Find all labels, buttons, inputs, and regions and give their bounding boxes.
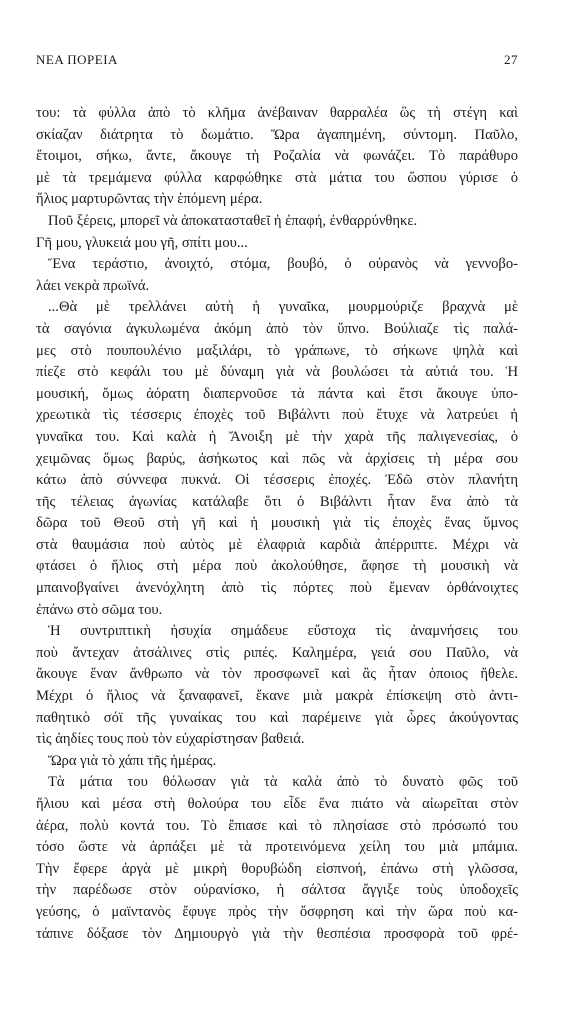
text-line: χρεωτικὰ τὶς τέσσερις ἐποχὲς τοῦ Βιβάλντι ποὺ ἔτυχε νὰ λατρεύει ἡ xyxy=(36,407,518,424)
text-line: σκίαζαν διάτρητα τὸ δωμάτιο. Ὥρα ἀγαπημένη, σύντομη. Παῦλο, xyxy=(36,126,518,143)
text-line: τὶς ἀηδίες τους ποὺ τὸν εὐχαρίστησαν βαθειά. xyxy=(36,731,305,748)
text-line: Τὴν ἔφερε ἀργὰ μὲ μικρὴ θορυβώδη εἰσπνοή, ἐπάνω στὴ γλῶσσα, xyxy=(36,860,518,877)
running-title: ΝΕΑ ΠΟΡΕΙΑ xyxy=(36,52,118,67)
text-line: ἄκουγε ἕναν ἄνθρωπο νὰ τὸν προσφωνεῖ καὶ ἂς ἦταν ὁποιος ἤθελε. xyxy=(36,666,518,683)
text-line: Μέχρι ὁ ἥλιος νὰ ξαναφανεῖ, ἔκανε μιὰ μακρὰ ἐπίσκεψη στὸ ἀντι- xyxy=(36,688,518,705)
text-line: μες στὸ πουπουλένιο μαξιλάρι, τὸ γράπωνε, τὸ σήκωνε ψηλὰ καὶ xyxy=(36,342,518,359)
text-line: μπαινοβγαίνει ἀνενόχλητη ἀπὸ τὶς πόρτες ποὺ ἔμεναν ὀρθάνοιχτες xyxy=(36,580,518,597)
text-line: Τὰ μάτια του θόλωσαν γιὰ τὰ καλὰ ἀπὸ τὸ δυνατὸ φῶς τοῦ xyxy=(48,774,518,791)
text-line: μὲ τὰ τρεμάμενα φύλλα καρφώθηκε στὰ μάτια του ὥσπου γύρισε ὁ xyxy=(36,169,518,186)
text-line: πίεζε στὸ κεφάλι του μὲ δύναμη γιὰ νὰ βουλώσει τὰ αὐτιά του. Ἡ xyxy=(36,364,518,381)
text-line: τῆς τέλειας ἀγωνίας κατάλαβε ὅτι ὁ Βιβάλντι ἦταν ἕνα ἀπὸ τὰ xyxy=(36,493,518,510)
page-number: 27 xyxy=(504,52,518,67)
text-line: στὰ θαυμάσια ποὺ αὐτὸς μὲ ἐλαφριὰ καρδιὰ ἀπέρριπτε. Μέχρι νὰ xyxy=(36,536,518,553)
text-line: ἕτοιμοι, σήκω, ἄντε, ἄκουγε τὴ Ροζαλία νὰ φωνάζει. Τὸ παράθυρο xyxy=(36,148,518,165)
text-line: Γῆ μου, γλυκειά μου γῆ, σπίτι μου... xyxy=(36,234,248,251)
text-line: λάει νεκρὰ πρωϊνά. xyxy=(36,277,150,294)
running-header xyxy=(36,52,518,70)
text-line: παθητικὸ σόϊ τῆς γυναίκας του καὶ παρέμεινε γιὰ ὧρες ἀκούγοντας xyxy=(36,709,518,726)
text-line: μουσική, ὅμως ἀόρατη διαπερνοῦσε τὰ πάντα καὶ ἔτσι ἄκουγε ὑπο- xyxy=(36,385,518,402)
text-line: ποὺ ἄντεχαν ἀτσάλινες στὶς ριπές. Καλημέρα, γειά σου Παῦλο, νὰ xyxy=(36,644,518,661)
text-line: Ἕνα τεράστιο, ἀνοιχτό, στόμα, βουβό, ὁ οὐρανὸς νὰ γεννοβο- xyxy=(48,256,518,273)
text-line: Ὥρα γιὰ τὸ χάπι τῆς ἡμέρας. xyxy=(48,752,217,769)
text-line: ἥλιου καὶ μέσα στὴ θολούρα του εἶδε ἕνα πιάτο νὰ αἰωρεῖται στὸν xyxy=(36,796,518,812)
text-line: ἀέρα, πολὺ κοντά του. Τὸ ἔπιασε καὶ τὸ πλησίασε στὸ πρόσωπό του xyxy=(36,817,518,834)
text-line: ...Θὰ μὲ τρελλάνει αὐτὴ ἡ γυναῖκα, μουρμούριζε βραχνὰ μὲ xyxy=(48,299,518,316)
text-line: δῶρα τοῦ Θεοῦ στὴ γῆ καὶ ἡ μουσικὴ γιὰ τὶς ἐποχὲς ἕνας ὕμνος xyxy=(36,515,518,532)
text-line: ἥλιος μαρτυρῶντας τὴν ἑπόμενη μέρα. xyxy=(36,191,263,208)
text-line: Ἡ συντριπτικὴ ἡσυχία σημάδευε εὔστοχα τὶς ἀναμνήσεις του xyxy=(48,623,518,640)
text-line: ἐπάνω στὸ σῶμα του. xyxy=(36,601,163,618)
text-line: τόσο ὥστε νὰ ἁρπάξει μὲ τὰ προτεινόμενα χείλη του μιὰ μπάμια. xyxy=(36,839,518,856)
text-line: τὰ σαγόνια ἀγκυλωμένα ἀκόμη ἀπὸ τὸν ὕπνο. Βούλιαζε τὶς παλά- xyxy=(36,320,518,337)
text-line: κάτω ἀπὸ σύννεφα πυκνά. Οἱ τέσσερις ἐποχές. Ἐδῶ στὸν πλανήτη xyxy=(36,472,518,489)
text-line: του: τὰ φύλλα ἀπὸ τὸ κλῆμα ἀνέβαιναν θαρραλέα ὣς τὴ στέγη καὶ xyxy=(36,105,518,121)
text-line: γυναῖκα του. Καὶ καλὰ ἡ Ἄνοιξη μὲ τὴν χαρὰ τῆς παλιγενεσίας, ὁ xyxy=(36,428,518,445)
text-line: τάπινε δόξασε τὸν Δημιουργὸ γιὰ τὴν θεσπέσια προσφορὰ τοῦ φρέ- xyxy=(36,925,518,942)
body-text xyxy=(36,103,518,945)
text-line: γεύσης, ὁ μαϊντανὸς ἔφυγε πρὸς τὴν ὄσφρηση καὶ τὴν ὥρα ποὺ κα- xyxy=(36,903,518,920)
text-line: Ποῦ ξέρεις, μπορεῖ νὰ ἀποκατασταθεῖ ἡ ἐπαφή, ἐνθαρρύνθηκε. xyxy=(48,212,418,229)
text-line: τὴν παρέδωσε στὸν οὐρανίσκο, ἡ σάλτσα ἄγγιξε τοὺς ὑποδοχεῖς xyxy=(36,882,518,899)
text-line: φτάσει ὁ ἥλιος στὴ μέρα ποὺ ἀκολούθησε, ἄφησε τὴ μουσικὴ νὰ xyxy=(36,558,518,575)
text-line: χειμῶνας ὅμως βαρύς, ἀσήκωτος καὶ πῶς νὰ ἀρχίσεις τὴ μέρα σου xyxy=(36,450,518,467)
